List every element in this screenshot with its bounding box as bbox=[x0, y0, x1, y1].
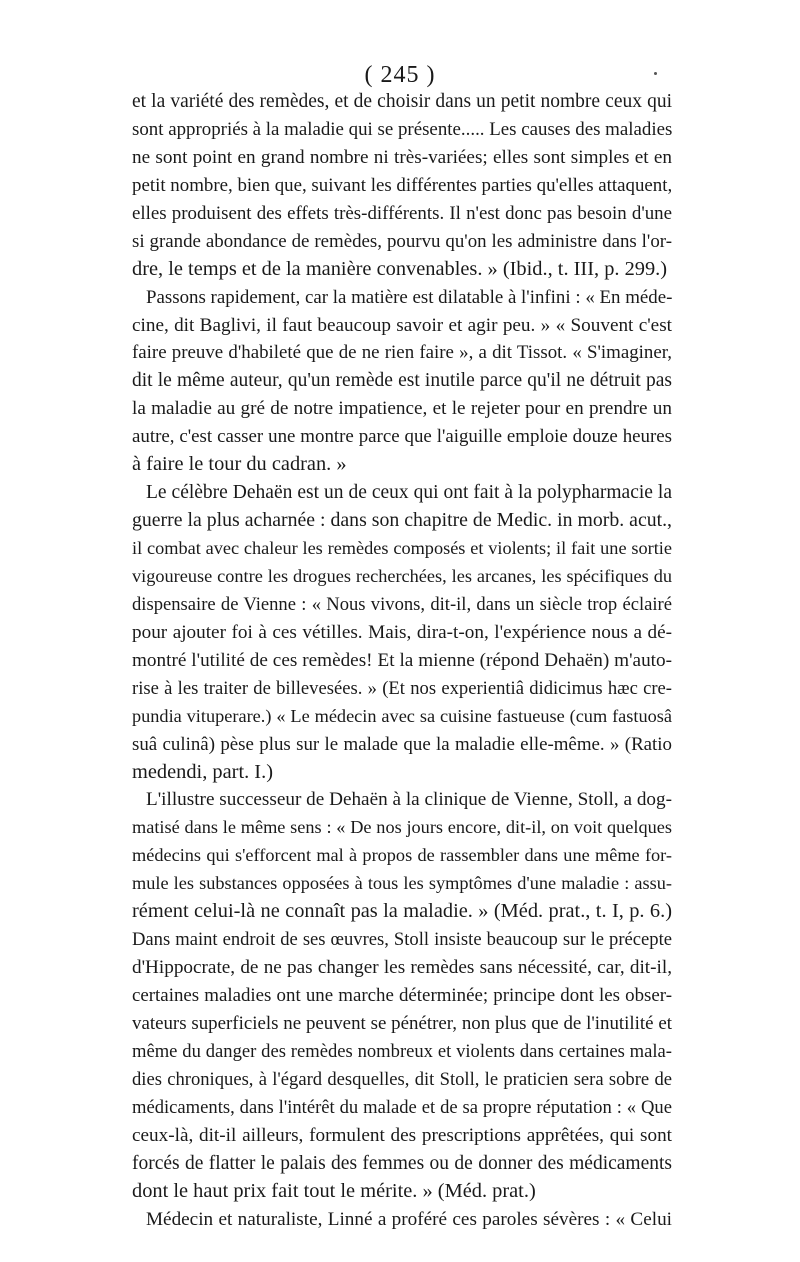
text-line: cine, dit Baglivi, il faut beaucoup savoir et agir peu. » « Souvent c'est bbox=[132, 314, 672, 336]
text-line: dont le haut prix fait tout le mérite. » (Méd. prat.) bbox=[132, 1179, 536, 1202]
text-line: dies chroniques, à l'égard desquelles, dit Stoll, le praticien sera sobre de bbox=[132, 1068, 672, 1090]
text-line: Médecin et naturaliste, Linné a proféré ces paroles sévères : « Celui bbox=[146, 1208, 672, 1230]
text-line: rise à les traiter de billevesées. » (Et nos experientiâ didicimus hæc cre- bbox=[132, 677, 672, 699]
text-line: médecins qui s'efforcent mal à propos de rassembler dans une même for- bbox=[132, 845, 672, 866]
text-line: ne sont point en grand nombre ni très-variées; elles sont simples et en bbox=[132, 146, 672, 168]
text-line: vateurs superficiels ne peuvent se pénétrer, non plus que de l'inutilité et bbox=[132, 1012, 672, 1034]
text-line: Le célèbre Dehaën est un de ceux qui ont fait à la polypharmacie la bbox=[146, 482, 672, 504]
text-line: guerre la plus acharnée : dans son chapitre de Medic. in morb. acut., bbox=[132, 509, 672, 532]
text-line: vigoureuse contre les drogues recherchées, les arcanes, les spécifiques du bbox=[132, 565, 672, 586]
text-line: la maladie au gré de notre impatience, et le rejeter pour en prendre un bbox=[132, 398, 672, 420]
page-number: ( 245 ) bbox=[364, 62, 436, 88]
text-line: mule les substances opposées à tous les symptômes d'une maladie : assu- bbox=[132, 873, 672, 894]
body-text bbox=[132, 88, 672, 1233]
text-line: forcés de flatter le palais des femmes ou de donner des médicaments bbox=[132, 1152, 672, 1174]
text-line: medendi, part. I.) bbox=[132, 760, 273, 783]
text-line: certaines maladies ont une marche déterminée; principe dont les obser- bbox=[132, 985, 672, 1006]
text-line: si grande abondance de remèdes, pourvu qu'on les administre dans l'or- bbox=[132, 230, 672, 252]
text-line: même du danger des remèdes nombreux et violents dans certaines mala- bbox=[132, 1040, 672, 1062]
text-line: autre, c'est casser une montre parce que l'aiguille emploie douze heures bbox=[132, 426, 672, 448]
text-line: et la variété des remèdes, et de choisir dans un petit nombre ceux qui bbox=[132, 91, 672, 112]
text-line: dispensaire de Vienne : « Nous vivons, dit-il, dans un siècle trop éclairé bbox=[132, 593, 672, 615]
text-line: elles produisent des effets très-différents. Il n'est donc pas besoin d'une bbox=[132, 202, 672, 224]
text-line: sont appropriés à la maladie qui se présente..... Les causes des maladies bbox=[132, 118, 673, 140]
text-line: petit nombre, bien que, suivant les différentes parties qu'elles attaquent, bbox=[132, 174, 673, 196]
text-line: il combat avec chaleur les remèdes composés et violents; il fait une sortie bbox=[132, 538, 672, 558]
text-line: faire preuve d'habileté que de ne rien faire », a dit Tissot. « S'imaginer, bbox=[132, 342, 672, 364]
text-line: médicaments, dans l'intérêt du malade et de sa propre réputation : « Que bbox=[132, 1096, 672, 1118]
text-line: Passons rapidement, car la matière est dilatable à l'infini : « En méde- bbox=[146, 286, 673, 308]
text-line: pour ajouter foi à ces vétilles. Mais, dira-t-on, l'expérience nous a dé- bbox=[132, 621, 672, 643]
text-line: pundia vituperare.) « Le médecin avec sa cuisine fastueuse (cum fastuosâ bbox=[132, 705, 672, 726]
text-line: suâ culinâ) pèse plus sur le malade que la maladie elle-même. » (Ratio bbox=[132, 733, 672, 755]
text-line: à faire le tour du cadran. » bbox=[132, 453, 347, 476]
text-line: d'Hippocrate, de ne pas changer les remèdes sans nécessité, car, dit-il, bbox=[132, 957, 672, 979]
text-line: Dans maint endroit de ses œuvres, Stoll insiste beaucoup sur le précepte bbox=[132, 929, 672, 951]
text-line: ceux-là, dit-il ailleurs, formulent des prescriptions apprêtées, qui sont bbox=[132, 1124, 672, 1146]
text-line: montré l'utilité de ces remèdes! Et la mienne (répond Dehaën) m'auto- bbox=[132, 649, 672, 671]
text-line: dit le même auteur, qu'un remède est inutile parce qu'il ne détruit pas bbox=[132, 370, 672, 392]
text-line: L'illustre successeur de Dehaën à la clinique de Vienne, Stoll, a dog- bbox=[146, 789, 672, 811]
text-line: matisé dans le même sens : « De nos jours encore, dit-il, on voit quelques bbox=[132, 817, 672, 838]
text-line: dre, le temps et de la manière convenables. » (Ibid., t. III, p. 299.) bbox=[132, 257, 668, 280]
text-line: rément celui-là ne connaît pas la maladie. » (Méd. prat., t. I, p. 6.) bbox=[132, 900, 672, 923]
ink-speck bbox=[654, 72, 657, 75]
